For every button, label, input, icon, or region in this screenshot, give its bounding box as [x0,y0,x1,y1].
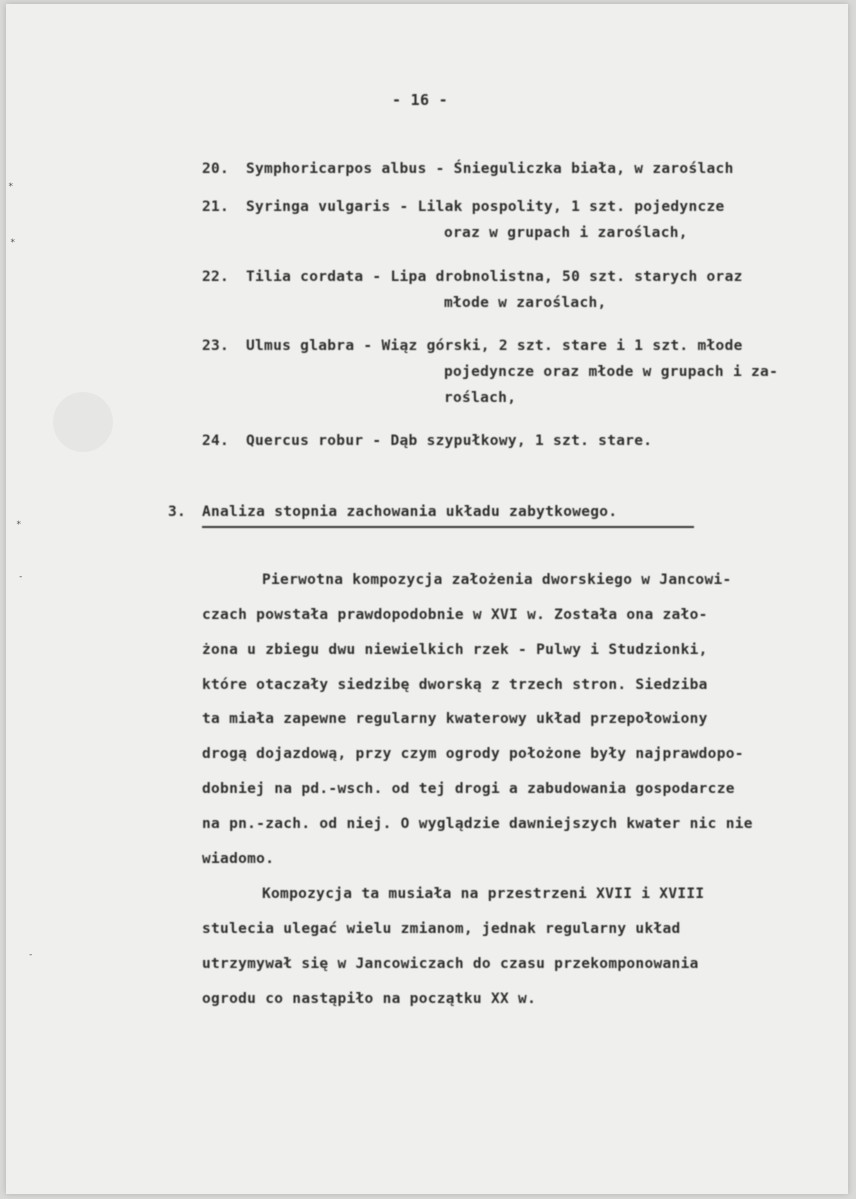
species-line: młode w zaroślach, [444,295,607,311]
species-line: oraz w grupach i zaroślach, [444,225,688,241]
paragraph-line: ta miała zapewne regularny kwaterowy układ przepołowiony [202,711,708,727]
margin-mark: * [16,520,22,530]
paragraph-line: dobniej na pd.-wsch. od tej drogi a zabudowania gospodarcze [202,781,735,797]
paragraph-line: Pierwotna kompozycja założenia dworskiego w Jancowi- [262,572,732,588]
paragraph-line: wiadomo. [202,851,275,867]
section-number: 3. [168,504,187,520]
species-number: 22. [202,269,230,285]
paragraph-line: na pn.-zach. od niej. O wyglądzie dawniejszych kwater nic nie [202,816,753,832]
species-line: Ulmus glabra - Wiąz górski, 2 szt. stare i 1 szt. młode [246,338,743,354]
species-line: Symphoricarpos albus - Śnieguliczka biała, w zaroślach [246,161,734,177]
paragraph-line: Kompozycja ta musiała na przestrzeni XVII i XVIII [262,886,705,902]
species-number: 21. [202,199,230,215]
paragraph-line: stulecia ulegać wielu zmianom, jednak regularny układ [202,921,681,937]
margin-mark: * [8,182,14,192]
paragraph-line: drogą dojazdową, przy czym ogrody położone były najprawdopo- [202,746,744,762]
species-number: 20. [202,161,230,177]
species-line: Quercus robur - Dąb szypułkowy, 1 szt. stare. [246,433,653,449]
margin-mark: * [10,238,16,248]
paragraph-line: czach powstała prawdopodobnie w XVI w. Została ona zało- [202,607,708,623]
paragraph-line: które otaczały siedzibę dworską z trzech stron. Siedziba [202,677,708,693]
species-line: Syringa vulgaris - Lilak pospolity, 1 szt. pojedyncze [246,199,725,215]
page-number: - 16 - [392,91,448,109]
section-title-underline [202,526,694,528]
species-number: 24. [202,433,230,449]
species-line: Tilia cordata - Lipa drobnolistna, 50 szt. starych oraz [246,269,743,285]
section-title: Analiza stopnia zachowania układu zabytkowego. [202,504,618,520]
paragraph-line: ogrodu co nastąpiło na początku XX w. [202,991,537,1007]
species-number: 23. [202,338,230,354]
species-line: roślach, [444,390,517,406]
document-page [6,4,848,1194]
species-line: pojedyncze oraz młode w grupach i za- [444,364,779,380]
margin-mark: - [18,572,24,582]
paragraph-line: utrzymywał się w Jancowiczach do czasu przekomponowania [202,956,699,972]
margin-mark: - [28,950,34,960]
paragraph-line: żona u zbiegu dwu niewielkich rzek - Pulwy i Studzionki, [202,642,708,658]
